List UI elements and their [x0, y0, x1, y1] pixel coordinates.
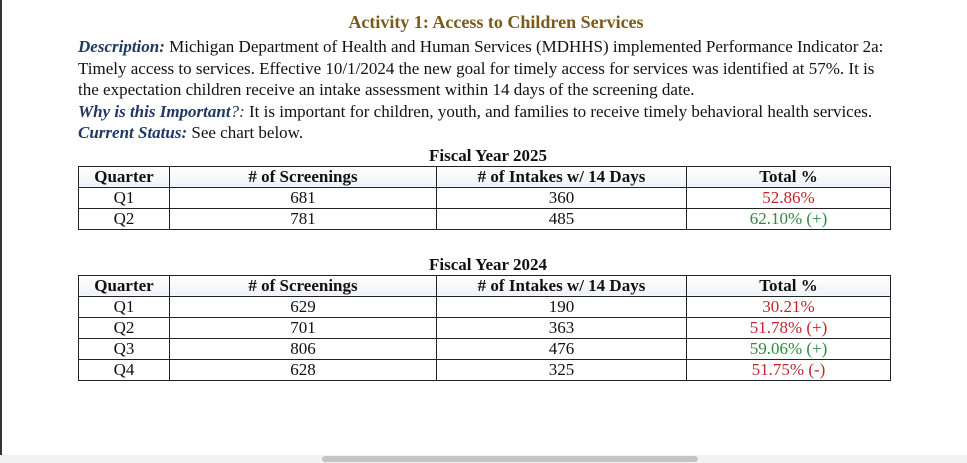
why-important-label-suffix: ?: [230, 101, 245, 121]
table-row [79, 317, 891, 338]
cell-quarter: Q1 [79, 187, 170, 208]
cell-quarter: Q3 [79, 338, 170, 359]
header-total: Total % [687, 275, 891, 296]
cell-intakes: 363 [437, 317, 687, 338]
header-quarter: Quarter [79, 166, 170, 187]
header-screenings: # of Screenings [170, 275, 437, 296]
header-total: Total % [687, 166, 891, 187]
cell-screenings: 681 [170, 187, 437, 208]
page-title: Activity 1: Access to Children Services [348, 12, 644, 32]
why-important-paragraph [78, 101, 898, 123]
header-screenings: # of Screenings [170, 166, 437, 187]
horizontal-scrollbar[interactable] [0, 455, 967, 463]
fy2025-heading: Fiscal Year 2025 [428, 145, 548, 165]
table-row [79, 338, 891, 359]
cell-quarter: Q4 [79, 359, 170, 380]
cell-total: 51.78% (+) [687, 317, 891, 338]
page-edge [0, 0, 2, 455]
cell-total: 59.06% (+) [687, 338, 891, 359]
current-status-text: See chart below. [187, 123, 304, 142]
table-row [79, 187, 891, 208]
fy2024-heading: Fiscal Year 2024 [428, 254, 548, 274]
why-important-text: It is important for children, youth, and families to receive timely behavioral health services. [244, 101, 873, 121]
table-row [79, 208, 891, 229]
cell-quarter: Q1 [79, 296, 170, 317]
cell-intakes: 485 [437, 208, 687, 229]
cell-screenings: 701 [170, 317, 437, 338]
cell-intakes: 360 [437, 187, 687, 208]
description-paragraph [78, 36, 898, 101]
table-header-row [79, 275, 891, 296]
cell-intakes: 325 [437, 359, 687, 380]
current-status-paragraph [78, 122, 898, 144]
cell-screenings: 806 [170, 338, 437, 359]
cell-quarter: Q2 [79, 317, 170, 338]
document-body [78, 12, 898, 381]
cell-total: 51.75% (-) [687, 359, 891, 380]
table-row [79, 359, 891, 380]
cell-total: 62.10% (+) [687, 208, 891, 229]
table-header-row [79, 166, 891, 187]
fy2024-table [78, 275, 891, 381]
cell-quarter: Q2 [79, 208, 170, 229]
why-important-label: Why is this Important [78, 101, 231, 121]
current-status-label: Current Status: [78, 123, 188, 142]
fy2025-table [78, 166, 891, 230]
cell-total: 30.21% [687, 296, 891, 317]
cell-screenings: 628 [170, 359, 437, 380]
scrollbar-thumb[interactable] [322, 456, 698, 462]
header-intakes: # of Intakes w/ 14 Days [437, 275, 687, 296]
header-quarter: Quarter [79, 275, 170, 296]
cell-screenings: 629 [170, 296, 437, 317]
cell-intakes: 190 [437, 296, 687, 317]
description-text: Michigan Department of Health and Human Services (MDHHS) implemented Performance Indicator 2a: Timely access to services. Effective 10/1/2024 the new goal for timely access for services was identified at 57%. It is the expectation children receive an intake assessment within 14 days of the screening date. [78, 37, 884, 99]
table-row [79, 296, 891, 317]
description-label: Description: [78, 37, 165, 56]
cell-screenings: 781 [170, 208, 437, 229]
cell-intakes: 476 [437, 338, 687, 359]
cell-total: 52.86% [687, 187, 891, 208]
header-intakes: # of Intakes w/ 14 Days [437, 166, 687, 187]
